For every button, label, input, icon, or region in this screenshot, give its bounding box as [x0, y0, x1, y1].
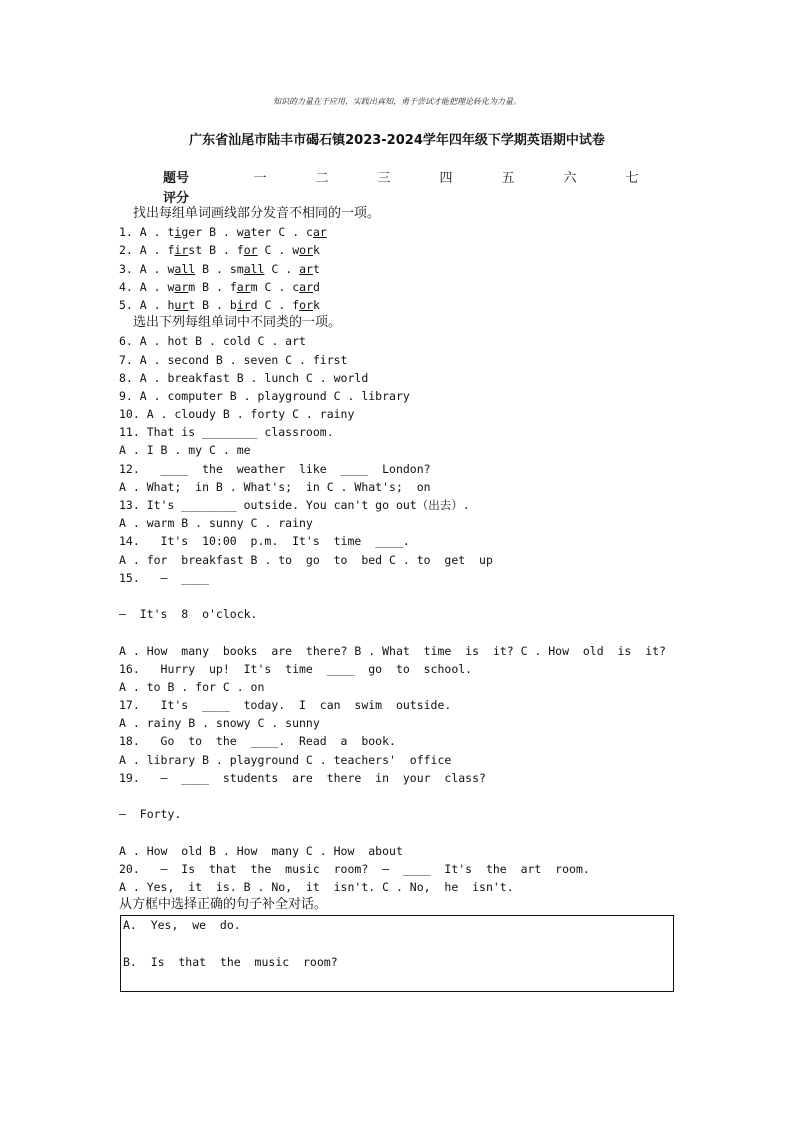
score-col: 六 [563, 170, 577, 186]
question-line: — It's 8 o'clock. [119, 607, 258, 622]
question-line: 10. A . cloudy B . forty C . rainy [119, 407, 355, 422]
question-line: 15. — ____ [119, 570, 210, 585]
score-value-row [163, 186, 683, 206]
question-line: 2. A . first B . for C . work [119, 243, 320, 258]
score-table [163, 166, 683, 206]
question-line: 12. ____ the weather like ____ London? [119, 461, 431, 476]
section-instruction: 选出下列每组单词中不同类的一项。 [133, 315, 342, 331]
blank-line [119, 623, 679, 641]
score-col: 五 [501, 170, 515, 186]
question-line: A . I B . my C . me [119, 443, 251, 458]
question-line: A . What; in B . What's; in C . What's; on [119, 479, 431, 494]
score-col: 二 [315, 170, 329, 186]
question-line: A . How many books are there? B . What time is it? C . How old is it? [119, 643, 666, 658]
choice-questions [119, 332, 679, 896]
page-title: 广东省汕尾市陆丰市碣石镇2023-2024学年四年级下学期英语期中试卷 [189, 133, 605, 148]
question-line: 3. A . wall B . small C . art [119, 261, 320, 276]
question-line: 20. — Is that the music room? — ____ It's the art room. [119, 861, 590, 876]
question-line: 18. Go to the ____. Read a book. [119, 734, 396, 749]
question-line: 5. A . hurt B . bird C . fork [119, 297, 320, 312]
score-col: 七 [625, 170, 639, 186]
question-line: A . How old B . How many C . How about [119, 843, 403, 858]
section-instruction: 从方框中选择正确的句子补全对话。 [119, 897, 328, 913]
question-content [119, 205, 679, 914]
question-line: 13. It's ________ outside. You can't go out（出去）. [119, 498, 470, 512]
question-line: 6. A . hot B . cold C . art [119, 334, 306, 349]
question-line: 14. It's 10:00 p.m. It's time ____. [119, 534, 410, 549]
question-line: 4. A . warm B . farm C . card [119, 279, 320, 294]
question-line: — Forty. [119, 807, 182, 822]
score-col: 三 [377, 170, 391, 186]
question-line: 19. — ____ students are there in your class? [119, 770, 486, 785]
phonics-questions [119, 223, 679, 314]
question-line: 1. A . tiger B . water C . car [119, 225, 327, 240]
question-line: 9. A . computer B . playground C . library [119, 388, 410, 403]
question-line: 16. Hurry up! It's time ____ go to school. [119, 661, 473, 676]
blank-line [119, 787, 679, 805]
question-line: A . library B . playground C . teachers' office [119, 752, 452, 767]
question-line: 7. A . second B . seven C . first [119, 352, 348, 367]
question-line: 11. That is ________ classroom. [119, 425, 334, 440]
score-header-row [163, 166, 683, 186]
score-header-label: 题号 [163, 170, 190, 186]
question-line: A . rainy B . snowy C . sunny [119, 716, 320, 731]
question-line: A . for breakfast B . to go to bed C . to get up [119, 552, 493, 567]
question-line: 8. A . breakfast B . lunch C . world [119, 370, 369, 385]
question-line: A . Yes, it is. B . No, it isn't. C . No, he isn't. [119, 879, 514, 894]
question-line: A . to B . for C . on [119, 679, 265, 694]
blank-line [119, 587, 679, 605]
option-box [120, 915, 674, 992]
blank-line [119, 823, 679, 841]
box-option: A. Yes, we do. [123, 918, 241, 932]
box-option: B. Is that the music room? [123, 955, 338, 969]
section-instruction: 找出每组单词画线部分发音不相同的一项。 [133, 206, 381, 221]
score-label: 评分 [163, 190, 190, 206]
question-line: A . warm B . sunny C . rainy [119, 516, 313, 531]
score-col: 四 [439, 170, 453, 186]
score-col: 一 [253, 170, 267, 186]
question-line: 17. It's ____ today. I can swim outside. [119, 698, 452, 713]
header-note: 知识的力量在于应用，实践出真知，勇于尝试才能把理论转化为力量。 [273, 97, 521, 106]
